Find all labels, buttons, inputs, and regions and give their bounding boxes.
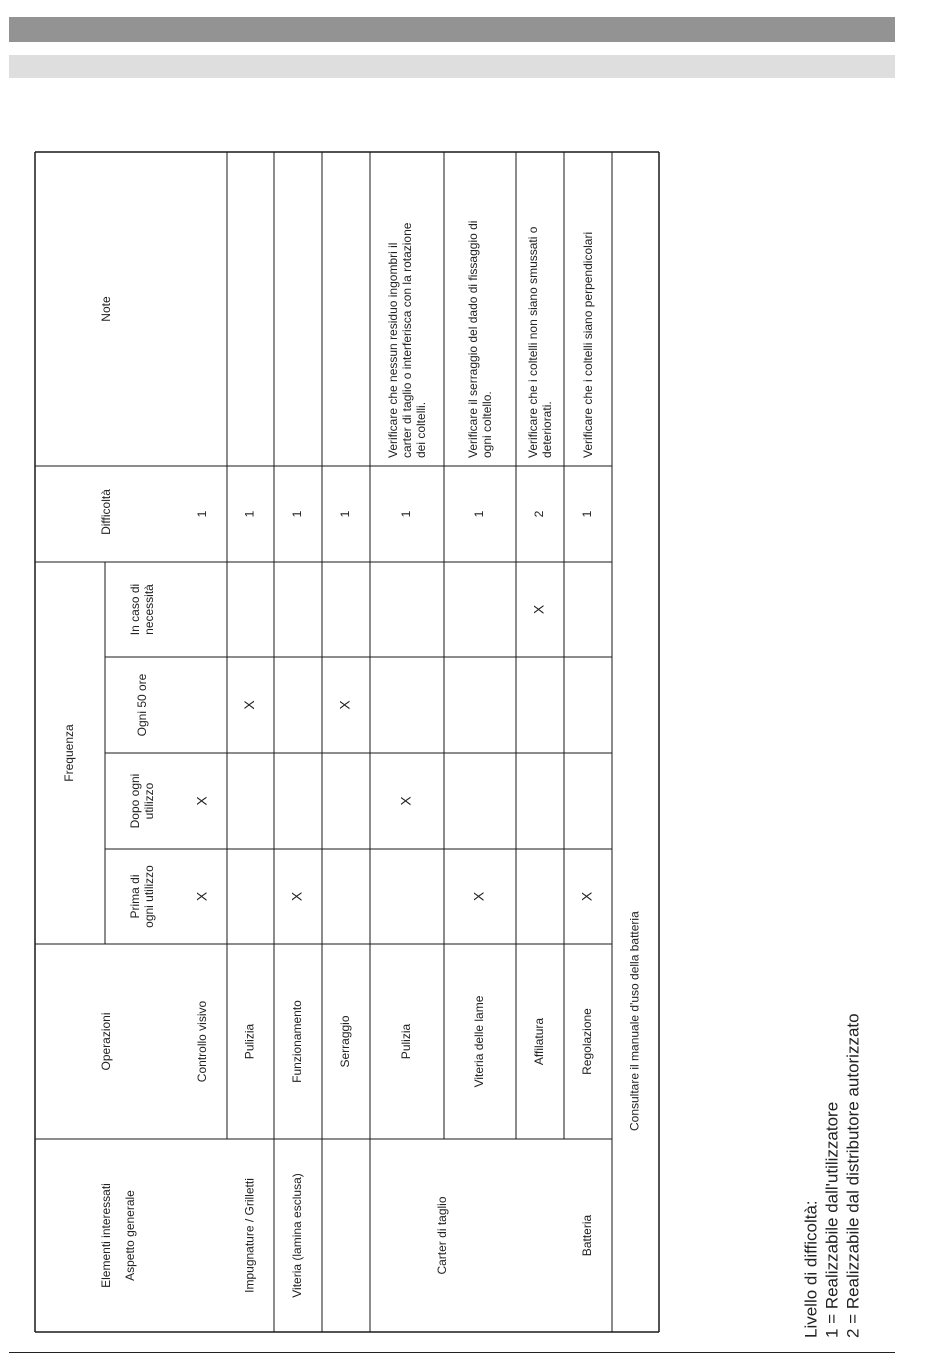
operation-label: Serraggio [338,1015,353,1068]
group-label: Viteria (lamina esclusa) [290,1173,305,1298]
header-freq-2-line: Ogni 50 ore [135,673,149,737]
group-label: Impugnature / Grilletti [242,1178,257,1293]
frequency-mark: X [336,700,353,710]
header-freq-2 [135,673,149,736]
frequency-mark: X [397,796,414,806]
header-freq-3 [128,584,156,635]
note-text [386,222,428,458]
header-elementi: Elementi interessati [99,1183,114,1288]
battery-instruction: Consultare il manuale d'uso della batteria [627,911,642,1131]
header-freq-1 [128,774,156,829]
note-text [526,226,554,458]
header-operazioni: Operazioni [99,1012,114,1071]
note-text-line: Verificare il serraggio del dado di fissaggio di [466,220,480,458]
group-label: Carter di taglio [435,1196,450,1275]
difficulty-value: 1 [338,510,353,518]
operation-label: Viteria delle lame [472,995,487,1088]
difficulty-value: 1 [242,510,257,518]
note-text-line: dei coltelli. [414,401,428,458]
legend-line: 2 = Realizzabile dal distributore autorizzato [843,1013,863,1338]
note-text-line: Verificare che nessun residuo ingombri il [386,242,400,458]
header-note: Note [99,296,114,322]
note-text-line: carter di taglio o interferisca con la rotazione [400,222,414,458]
note-text [466,221,494,458]
header-freq-3-line: In caso di [128,583,142,636]
note-text [581,232,595,458]
operation-label: Funzionamento [290,1000,305,1083]
note-text-line: ogni coltello. [480,391,494,458]
operation-label: Controllo visivo [195,1000,210,1083]
note-text-line: deteriorati. [540,401,554,458]
header-difficolta: Difficoltà [99,489,114,535]
operation-label: Affilatura [532,1017,547,1066]
frequency-mark: X [470,891,487,902]
group-label: Aspetto generale [123,1190,138,1281]
frequency-mark: X [288,891,305,902]
header-freq-1-line: Dopo ogni [128,773,142,829]
difficulty-value: 2 [532,510,547,518]
operation-label: Pulizia [399,1023,414,1060]
legend-title: Livello di difficoltà: [801,1200,821,1338]
difficulty-value: 1 [399,510,414,518]
legend-line: 1 = Realizzabile dall'utilizzatore [822,1101,842,1338]
group-label: Batteria [580,1214,595,1257]
frequency-mark: X [530,604,547,615]
difficulty-value: 1 [580,510,595,518]
header-freq-1-line: utilizzo [142,782,156,820]
header-frequenza: Frequenza [62,724,77,782]
frequency-mark: X [578,891,595,902]
difficulty-value: 1 [472,510,487,518]
difficulty-value: 1 [290,510,305,518]
note-text-line: Verificare che i coltelli non siano smussati o [526,226,540,458]
frequency-mark: X [241,700,258,710]
difficulty-value: 1 [195,510,210,518]
header-freq-0-line: Prima di [128,874,142,919]
operation-label: Pulizia [242,1023,257,1060]
bottom-rule [9,1352,895,1353]
operation-label: Regolazione [580,1008,595,1075]
header-freq-0 [128,865,156,928]
note-text-line: Verificare che i coltelli siano perpendicolari [581,231,595,458]
header-freq-0-line: ogni utilizzo [142,865,156,928]
frequency-mark: X [193,796,210,806]
frequency-mark: X [193,891,210,902]
header-freq-3-line: necessità [142,584,156,635]
